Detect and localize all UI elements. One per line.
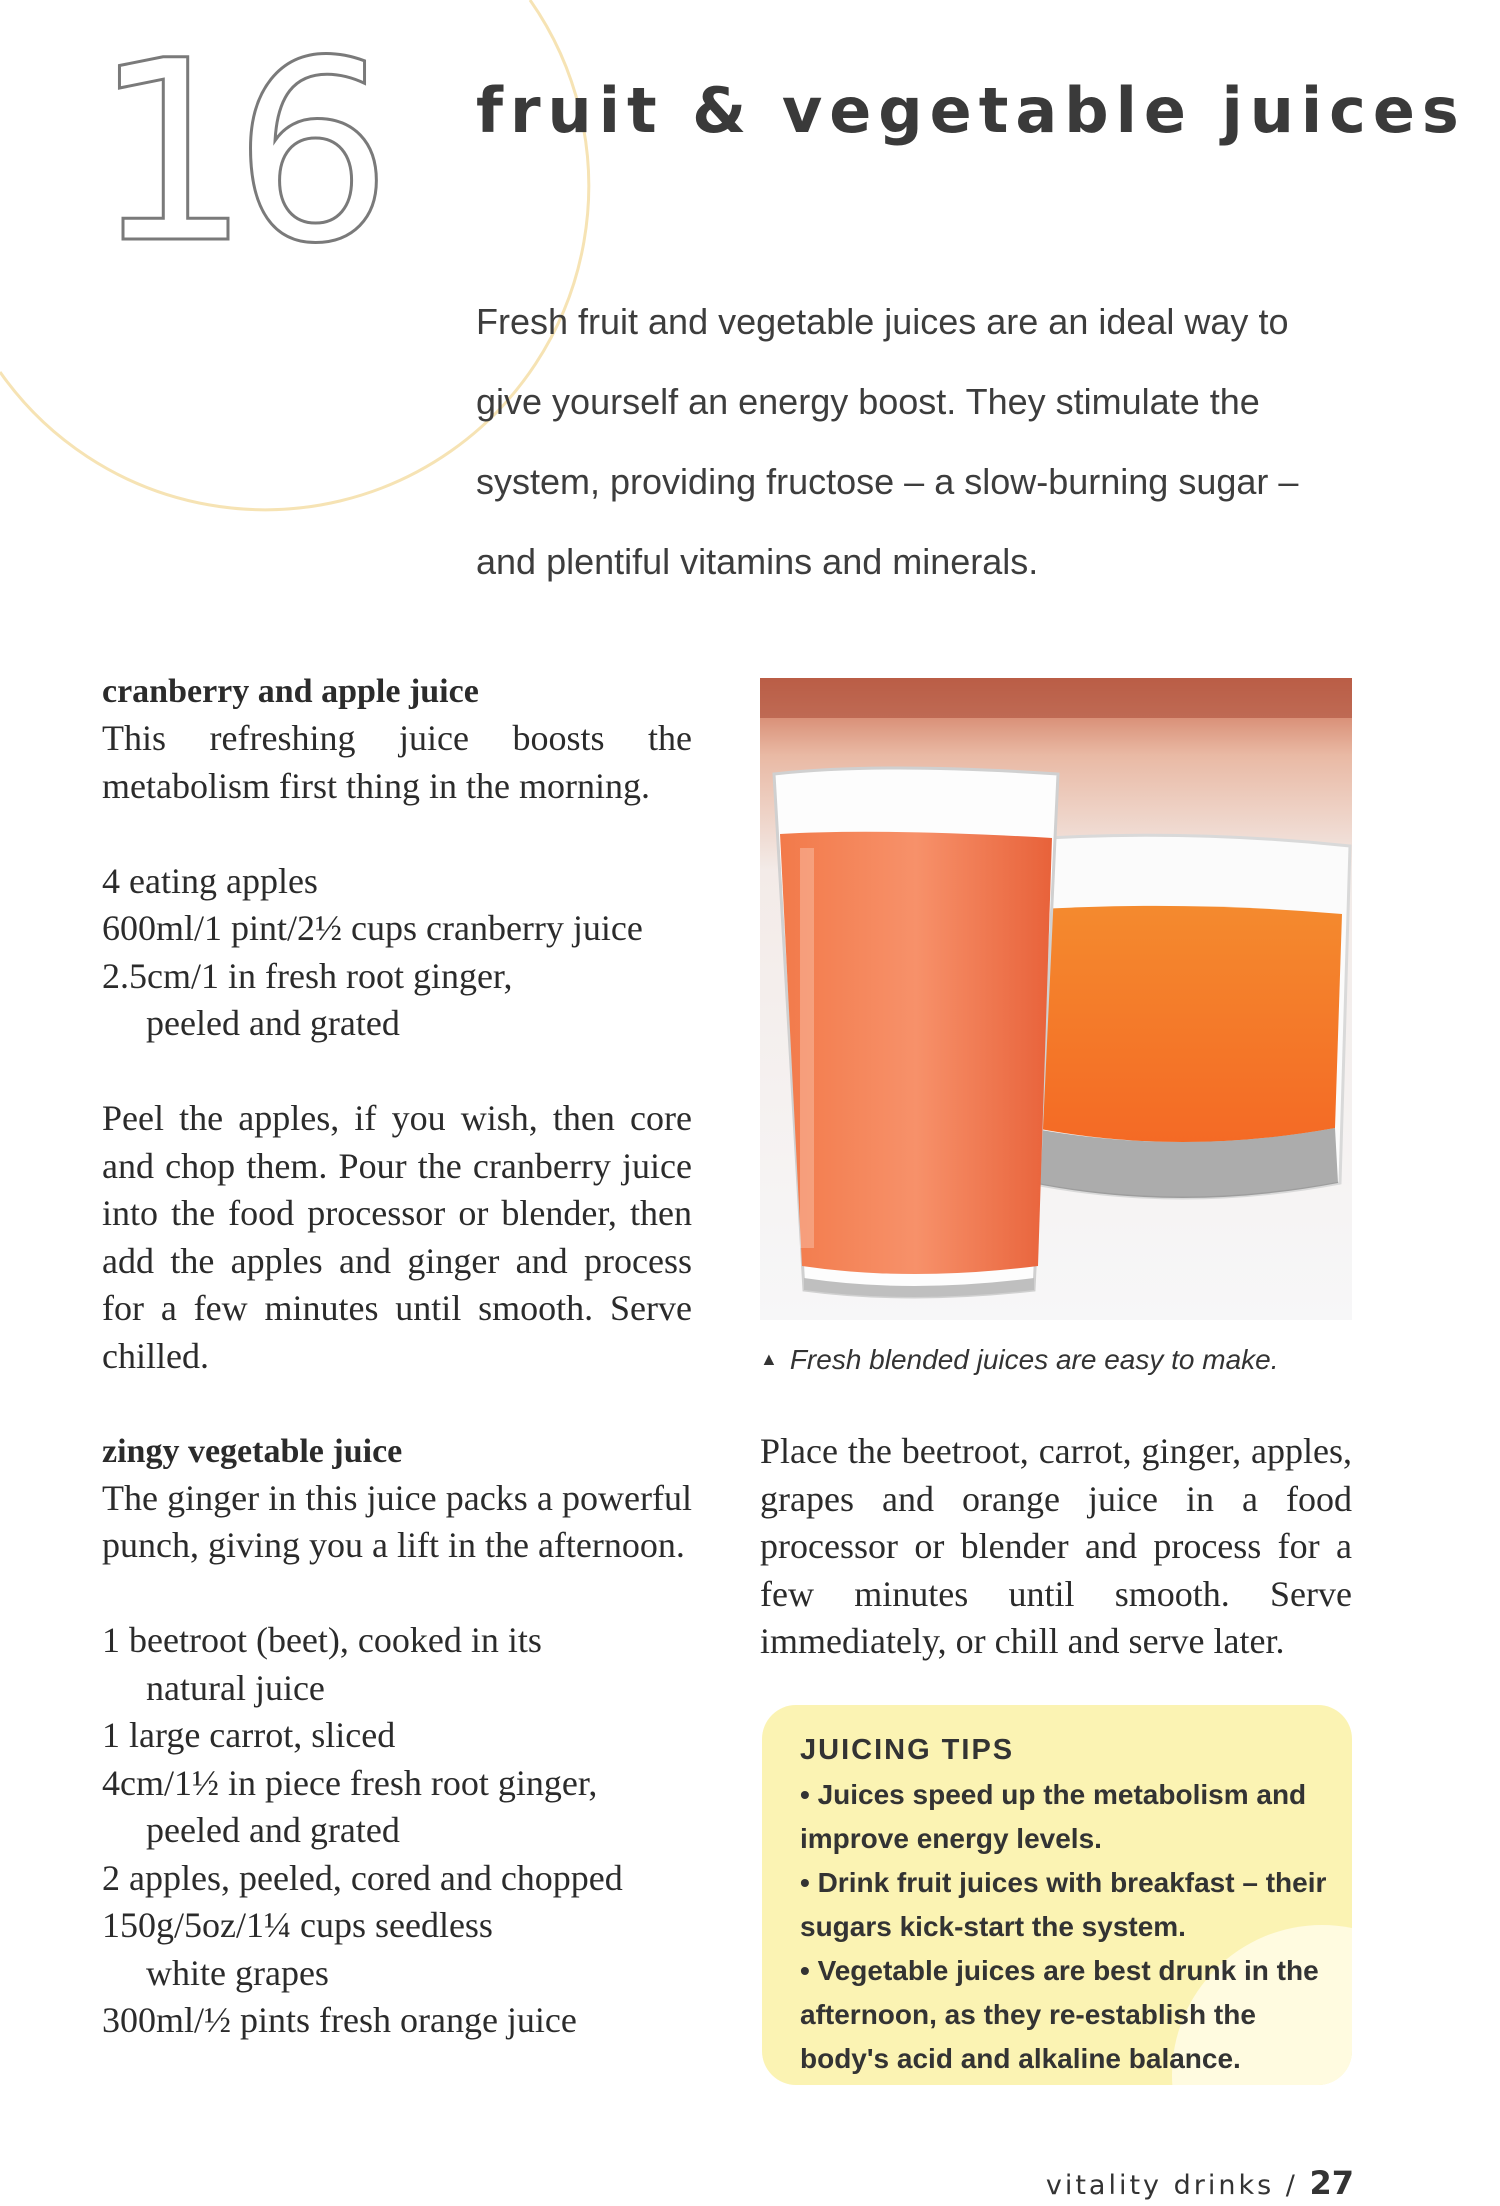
page-footer xyxy=(1046,2164,1354,2202)
recipe-cranberry-apple xyxy=(102,668,692,1380)
chapter-number: 16 xyxy=(92,7,375,298)
ingredient-item: 150g/5oz/1¼ cups seedless xyxy=(102,1905,493,1945)
left-column xyxy=(102,668,692,2045)
ingredient-item: 300ml/½ pints fresh orange juice xyxy=(102,2000,577,2040)
tip-item: • Vegetable juices are best drunk in the afternoon, as they re-establish the body's acid and alkaline balance. xyxy=(800,1955,1319,2074)
caption-text: Fresh blended juices are easy to make. xyxy=(789,1344,1279,1375)
ingredient-item: 600ml/1 pint/2½ cups cranberry juice xyxy=(102,908,643,948)
footer-separator: / xyxy=(1285,2170,1298,2201)
recipe-method: Place the beetroot, carrot, ginger, apples, grapes and orange juice in a food processor or blender and process for a few minutes until smooth. Serve immediately, or chill and serve later. xyxy=(760,1431,1352,1661)
photo-caption xyxy=(760,1344,1360,1376)
recipe-description: This refreshing juice boosts the metabolism first thing in the morning. xyxy=(102,718,692,806)
ingredient-item: 1 large carrot, sliced xyxy=(102,1715,396,1755)
ingredient-list xyxy=(102,1617,692,2045)
page-title: fruit & vegetable juices xyxy=(476,74,1466,147)
ingredient-item: natural juice xyxy=(146,1667,325,1708)
juice-glasses-photo xyxy=(760,678,1352,1320)
juicing-tips-box xyxy=(762,1705,1352,2085)
ingredient-item: 2 apples, peeled, cored and chopped xyxy=(102,1857,623,1898)
ingredient-item: 4 eating apples xyxy=(102,860,318,901)
tip-item: • Drink fruit juices with breakfast – their sugars kick-start the system. xyxy=(800,1867,1327,1942)
ingredient-item: 1 beetroot (beet), cooked in its xyxy=(102,1620,542,1660)
recipe-method: Peel the apples, if you wish, then core and chop them. Pour the cranberry juice into the food processor or blender, then add the apples and ginger and process for a few minutes until smooth. Serve chilled. xyxy=(102,1098,692,1376)
ingredient-item: peeled and grated xyxy=(146,1810,400,1850)
ingredient-list xyxy=(102,858,692,1048)
intro-paragraph: Fresh fruit and vegetable juices are an ideal way to give yourself an energy boost. They stimulate the system, providing fructose – a slow-burning sugar – and plentiful vitamins and minerals. xyxy=(476,301,1299,582)
ingredient-item: white grapes xyxy=(146,1952,329,1993)
tips-title: JUICING TIPS xyxy=(800,1734,1015,1766)
footer-section: vitality drinks xyxy=(1045,2170,1275,2201)
right-column-method xyxy=(760,1428,1352,1666)
recipe-zingy-vegetable xyxy=(102,1428,692,2045)
caption-triangle-icon: ▲ xyxy=(760,1349,778,1369)
tip-item: • Juices speed up the metabolism and improve energy levels. xyxy=(800,1779,1307,1854)
ingredient-item: 4cm/1½ in piece fresh root ginger, xyxy=(102,1762,598,1803)
recipe-description: The ginger in this juice packs a powerful punch, giving you a lift in the afternoon. xyxy=(102,1477,692,1565)
recipe-heading: cranberry and apple juice xyxy=(102,673,479,710)
ingredient-item: 2.5cm/1 in fresh root ginger, xyxy=(102,955,513,996)
ingredient-item: peeled and grated xyxy=(146,1003,400,1043)
page-number: 27 xyxy=(1309,2164,1354,2202)
recipe-heading: zingy vegetable juice xyxy=(102,1432,403,1470)
